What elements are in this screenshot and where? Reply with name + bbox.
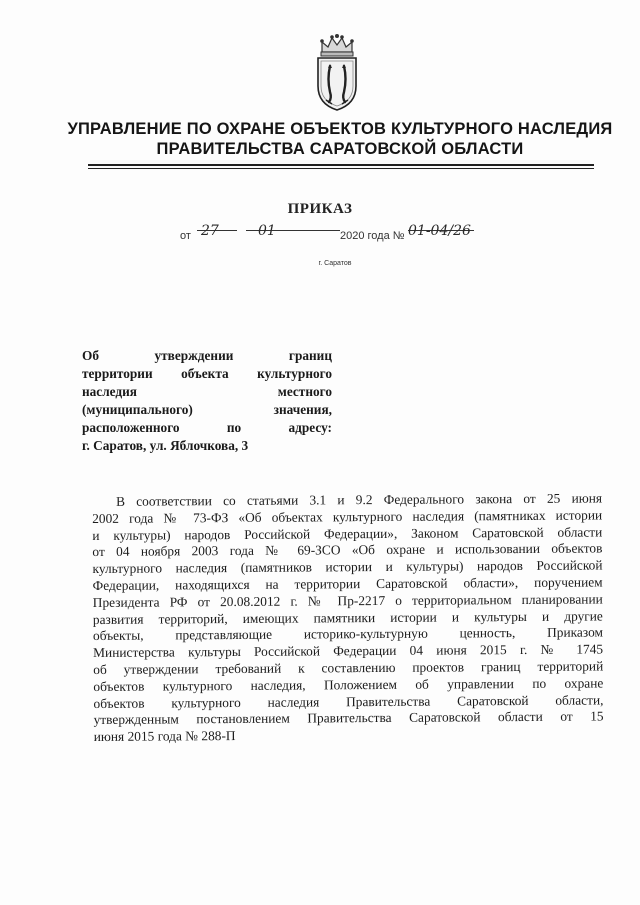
header-divider <box>88 164 594 166</box>
issue-city: г. Саратов <box>318 260 352 267</box>
handwritten-number: 01-04/26 <box>408 223 471 239</box>
subject-line: Об утверждении границ <box>82 348 332 363</box>
body-line: Федерации, находящихся на территории Саратовской области», поручением <box>92 574 603 593</box>
date-prefix: от <box>180 230 191 242</box>
body-line: об утверждении требований к составлению проектов границ территорий <box>93 658 604 677</box>
body-line: объекты, представляющие историко-культурную ценность, Приказом <box>92 624 604 644</box>
handwritten-month: 01 <box>258 223 276 239</box>
document-title: ПРИКАЗ <box>287 201 353 217</box>
subject-line: г. Саратов, ул. Яблочкова, 3 <box>82 438 249 453</box>
header-divider-thin <box>88 168 594 169</box>
body-line: культурного наследия (памятников истории и культуры) народов Российской <box>92 557 603 577</box>
handwritten-day: 27 <box>201 223 219 239</box>
body-line: В соответствии со статьями 3.1 и 9.2 Федерального закона от 25 июня <box>115 490 603 509</box>
subject-line: территории объекта культурного <box>82 366 332 381</box>
body-line: июня 2015 года № 288-П <box>93 728 236 745</box>
organization-name-line-2: ПРАВИТЕЛЬСТВА САРАТОВСКОЙ ОБЛАСТИ <box>156 140 524 158</box>
organization-name-line-1: УПРАВЛЕНИЕ ПО ОХРАНЕ ОБЪЕКТОВ КУЛЬТУРНОГО НАСЛЕДИЯ <box>67 120 613 138</box>
body-line: развития территорий, имеющих памятники истории и культуры и другие <box>92 608 603 627</box>
order-subject <box>82 347 332 455</box>
body-line: утвержденным постановлением Правительства Саратовской области от 15 <box>93 708 604 728</box>
order-date-line <box>180 223 500 246</box>
year-suffix: 2020 года № <box>340 230 405 242</box>
subject-line: наследия местного <box>82 384 332 399</box>
body-line: 2002 года № 73-ФЗ «Об объектах культурного наследия (памятниках истории <box>92 507 603 526</box>
subject-line: расположенного по адресу: <box>82 420 332 435</box>
body-line: от 04 ноября 2003 года № 69-ЗСО «Об охране и использовании объектов <box>92 540 603 560</box>
order-body-paragraph <box>92 490 604 746</box>
saratov-coat-of-arms-icon <box>310 34 364 112</box>
body-line: Президента РФ от 20.08.2012 г. № Пр-2217 о территориальном планировании <box>92 591 603 610</box>
body-line: и культуры) народов Российской Федерации», Законом Саратовской области <box>92 524 603 543</box>
body-line: объектов культурного наследия Правительства Саратовской области, <box>93 691 604 711</box>
subject-line: (муниципального) значения, <box>82 402 332 417</box>
body-line: Министерства культуры Российской Федерации 04 июня 2015 г. № 1745 <box>93 641 604 661</box>
body-line: объектов культурного наследия, Положением об управлении по охране <box>93 675 604 694</box>
